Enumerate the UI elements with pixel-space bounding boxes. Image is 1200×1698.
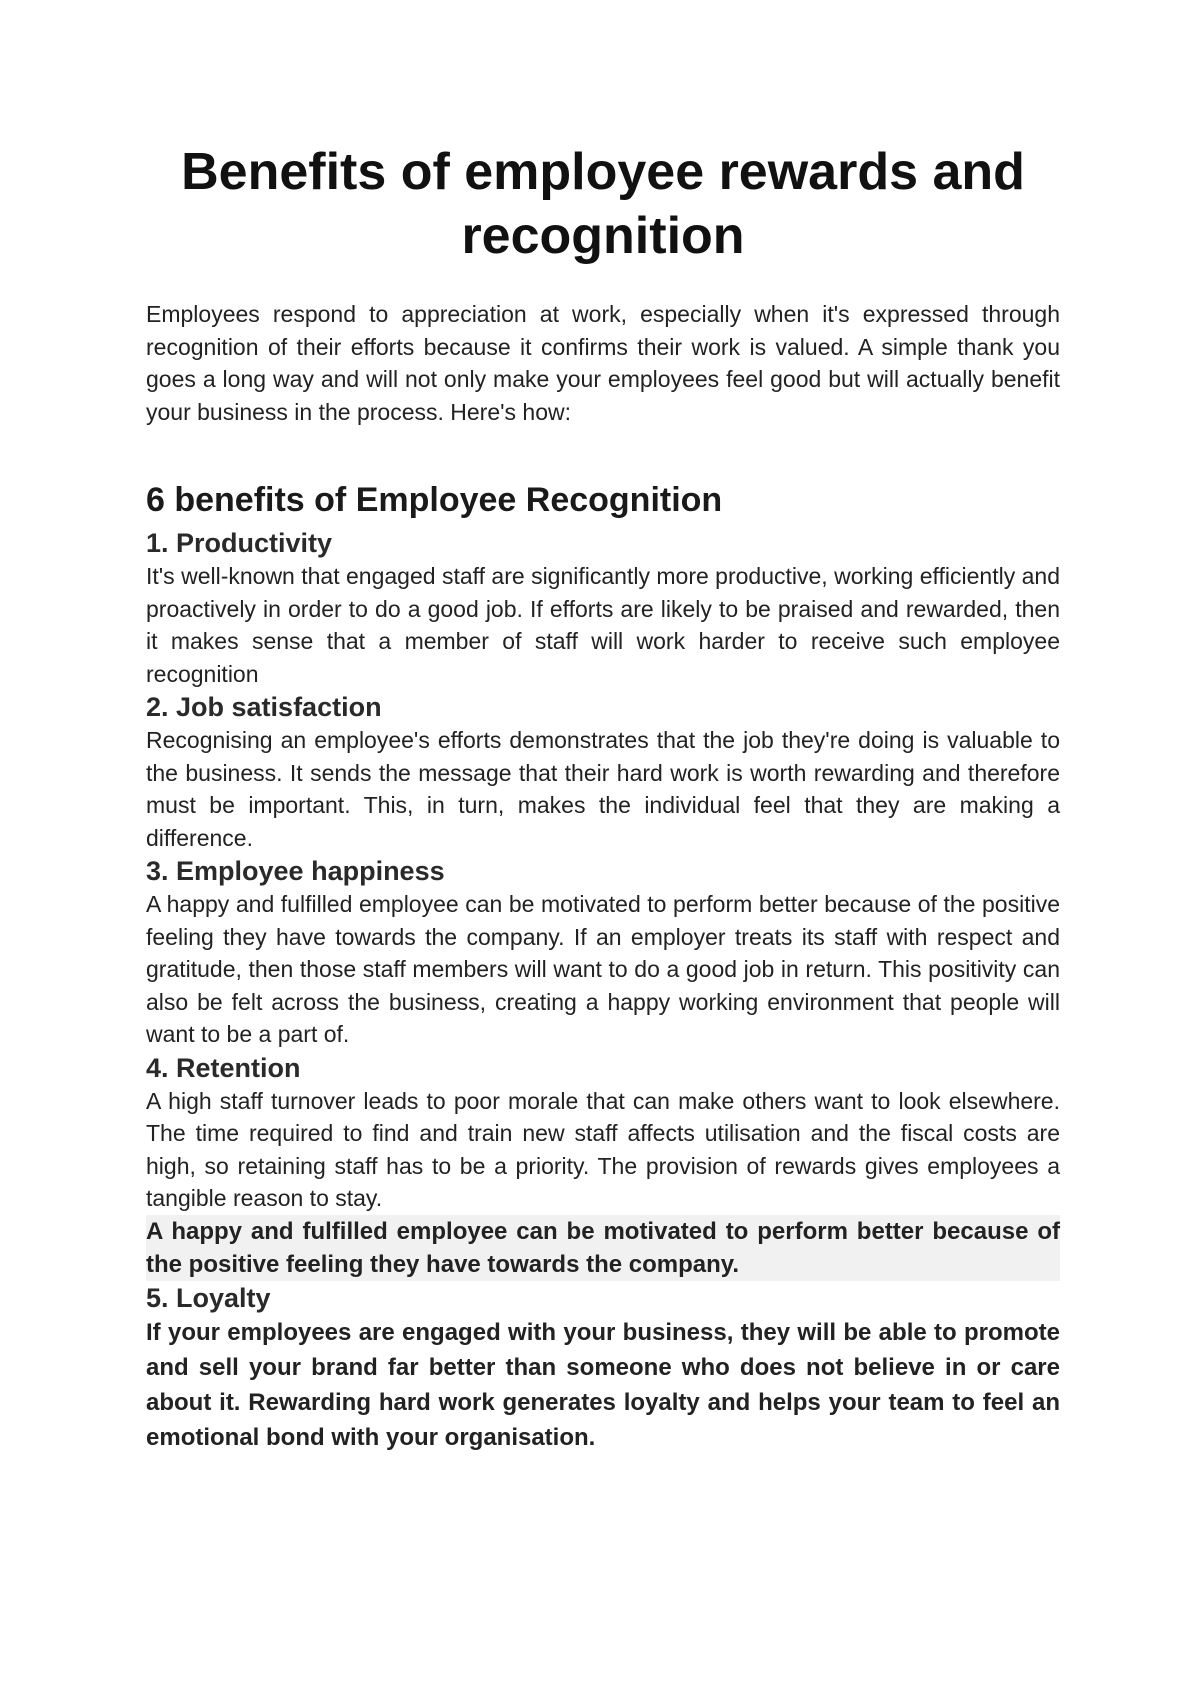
benefit-heading: 1. Productivity [146,528,333,558]
benefit-retention [146,1051,1060,1215]
benefit-heading: 4. Retention [146,1052,301,1083]
benefit-job-satisfaction [146,690,1060,854]
benefit-body: If your employees are engaged with your business, they will be able to promote and sell your brand far better than someone who does not believe in or care about it. Rewarding hard work generates loyalty and helps your team to feel an emotional bond with your organisation. [146,1318,1060,1451]
benefit-body: Recognising an employee's efforts demonstrates that the job they're doing is valuable to the business. It sends the message that their hard work is worth rewarding and therefore must be important. This, in turn, makes the individual feel that they are making a difference. [146,727,1060,851]
benefit-heading: 5. Loyalty [146,1282,271,1313]
benefit-employee-happiness [146,854,1060,1051]
benefit-heading: 2. Job satisfaction [146,692,382,722]
benefit-body: It's well-known that engaged staff are significantly more productive, working efficiently and proactively in order to do a good job. If efforts are likely to be praised and rewarded, then it makes sense that a member of staff will work harder to receive such employee recognition [146,563,1060,687]
highlight-quote: A happy and fulfilled employee can be motivated to perform better because of the positive feeling they have towards the company. [146,1215,1060,1281]
document-title: Benefits of employee rewards and recognition [181,143,1025,265]
benefit-heading: 3. Employee happiness [146,856,445,886]
benefit-loyalty [146,1281,1060,1455]
section-title: 6 benefits of Employee Recognition [146,481,723,519]
benefit-body: A happy and fulfilled employee can be motivated to perform better because of the positive feeling they have towards the company. If an employer treats its staff with respect and gratitude, then those staff members will want to do a good job in return. This positivity can also be felt across the business, creating a happy working environment that people will want to be a part of. [146,891,1060,1047]
benefit-productivity [146,526,1060,690]
intro-paragraph: Employees respond to appreciation at work, especially when it's expressed through recognition of their efforts because it confirms their work is valued. A simple thank you goes a long way and will not only make your employees feel good but will actually benefit your business in the process. Here's how: [146,301,1060,425]
benefit-body: A high staff turnover leads to poor morale that can make others want to look elsewhere. The time required to find and train new staff affects utilisation and the fiscal costs are high, so retaining staff has to be a priority. The provision of rewards gives employees a tangible reason to stay. [146,1087,1060,1211]
document-page [146,140,1060,1455]
